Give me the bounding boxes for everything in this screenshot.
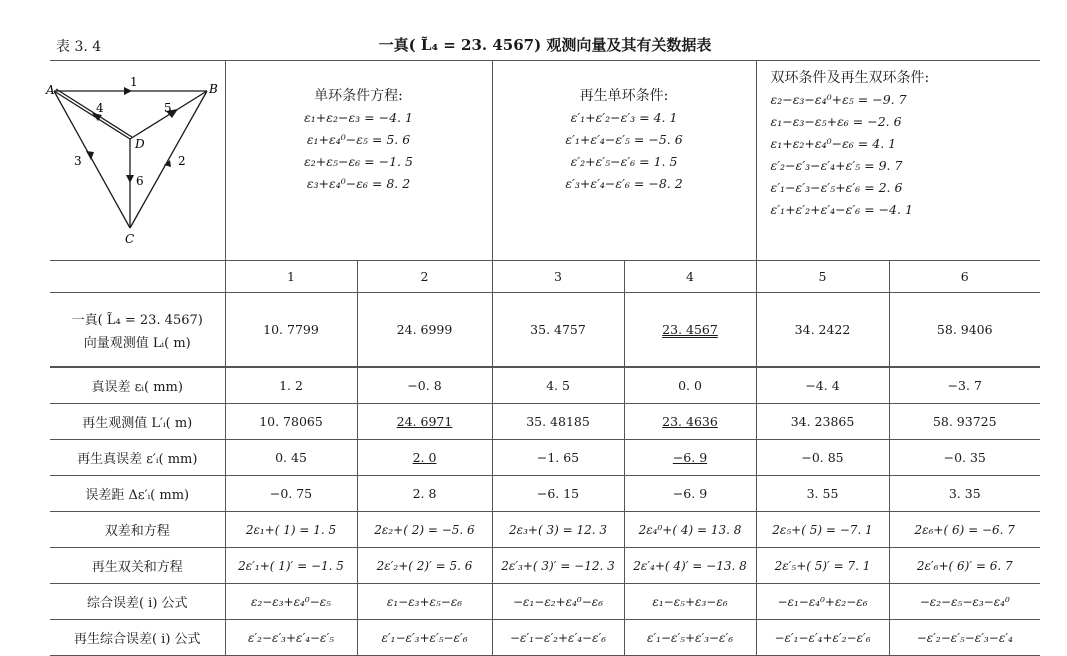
table-cell [756, 293, 889, 367]
cell-value: 2. 8 [412, 486, 437, 501]
table-cell [889, 293, 1040, 367]
table-cell [492, 512, 624, 548]
cell-value: 2ε′₄+( 4)′ = −13. 8 [633, 559, 747, 573]
edge-label-5: 5 [164, 101, 172, 115]
table-cell [225, 548, 357, 584]
table-cell [225, 620, 357, 656]
double-loop-conditions [756, 61, 1040, 261]
table-cell [889, 368, 1040, 404]
row-label: 真误差 εᵢ( mm) [50, 368, 225, 404]
table-cell [889, 584, 1040, 620]
table-row [50, 440, 1040, 476]
table-caption [50, 32, 1040, 60]
column-header: 1 [225, 261, 357, 293]
document-page [46, 32, 1040, 656]
cell-value: 2ε₄⁰+( 4) = 13. 8 [638, 523, 742, 537]
cell-value: 23. 4567 [662, 322, 718, 337]
cell-value: −0. 8 [407, 378, 442, 393]
network-diagram-cell [46, 61, 225, 261]
equation: ε₁−ε₃−ε₅+ε₆ = −2. 6 [770, 114, 902, 129]
table-cell [624, 476, 756, 512]
equation: ε′₁+ε′₄−ε′₅ = −5. 6 [565, 132, 683, 147]
table-cell [225, 440, 357, 476]
regenerated-single-loop [492, 61, 756, 261]
table-cell [889, 548, 1040, 584]
equation: ε′₁−ε′₃−ε′₅+ε′₆ = 2. 6 [770, 180, 903, 195]
data-table-body [50, 367, 1040, 656]
cell-value: 24. 6971 [396, 414, 453, 429]
equation: ε′₃+ε′₄−ε′₆ = −8. 2 [565, 176, 683, 191]
cell-value: 10. 7799 [263, 322, 319, 337]
table-number: 表 3. 4 [56, 39, 102, 55]
table-cell [225, 368, 357, 404]
cell-value: 1. 2 [279, 378, 303, 393]
cell-value: 3. 55 [806, 486, 839, 501]
edge-label-4: 4 [96, 101, 104, 115]
equation: ε′₂+ε′₅−ε′₆ = 1. 5 [570, 154, 678, 169]
table-cell [225, 476, 357, 512]
table-cell [492, 293, 624, 367]
table-row [50, 476, 1040, 512]
table-row [50, 293, 1040, 367]
node-label-c: C [125, 232, 135, 246]
table-cell [756, 368, 889, 404]
node-label-a: A [46, 83, 55, 97]
table-cell [225, 512, 357, 548]
table-row [50, 368, 1040, 404]
cell-value: ε₂−ε₃+ε₄⁰−ε₅ [251, 595, 331, 609]
row-label: 再生真误差 ε′ᵢ( mm) [50, 440, 225, 476]
cell-value: −ε′₁−ε′₂+ε′₄−ε′₆ [509, 631, 607, 645]
cell-value: 58. 93725 [932, 414, 997, 429]
cell-value: 2ε′₆+( 6)′ = 6. 7 [916, 559, 1013, 573]
table-cell [225, 404, 357, 440]
table-cell [756, 404, 889, 440]
cell-value: −6. 15 [536, 486, 580, 501]
cell-value: 34. 2422 [794, 322, 851, 337]
cell-value: ε₁−ε₅+ε₃−ε₆ [652, 595, 728, 609]
equation: ε₂+ε₅−ε₆ = −1. 5 [304, 154, 413, 169]
cell-value: 23. 4636 [662, 414, 718, 429]
table-row [50, 584, 1040, 620]
table-cell [492, 620, 624, 656]
table-cell [357, 440, 492, 476]
table-cell [492, 440, 624, 476]
table-cell [357, 368, 492, 404]
column-header-row [50, 261, 1040, 293]
cell-value: 0. 0 [678, 378, 702, 393]
table-cell [357, 512, 492, 548]
cell-value: 35. 48185 [526, 414, 590, 429]
table-cell [225, 584, 357, 620]
table-cell [624, 584, 756, 620]
table-cell [624, 368, 756, 404]
cell-value: 0. 45 [275, 450, 307, 465]
node-label-b: B [209, 82, 218, 96]
cell-value: −1. 65 [536, 450, 580, 465]
edge-label-1: 1 [130, 75, 138, 89]
cell-value: −0. 85 [801, 450, 844, 465]
cell-value: 24. 6999 [396, 322, 453, 337]
table-cell [357, 293, 492, 367]
cell-value: 2ε₁+( 1) = 1. 5 [245, 523, 337, 537]
cell-value: 2ε′₂+( 2)′ = 5. 6 [376, 559, 473, 573]
column-header: 4 [624, 261, 756, 293]
table-cell [624, 404, 756, 440]
corner-cell [50, 261, 225, 293]
cell-value: 34. 23865 [790, 414, 855, 429]
table-cell [357, 476, 492, 512]
table-row [50, 548, 1040, 584]
equation: ε₁+ε₄⁰−ε₅ = 5. 6 [306, 132, 411, 147]
table-cell [492, 548, 624, 584]
column-header: 6 [889, 261, 1040, 293]
row-label: 误差距 Δε′ᵢ( mm) [50, 476, 225, 512]
cell-value: ε₁−ε₃+ε₅−ε₆ [386, 595, 463, 609]
row-label: 再生综合误差( i) 公式 [50, 620, 225, 656]
row-label [50, 293, 225, 367]
cell-value: ε′₂−ε′₃+ε′₄−ε′₅ [247, 631, 335, 645]
cell-value: ε′₁−ε′₃+ε′₅−ε′₆ [381, 631, 468, 645]
table-cell [756, 512, 889, 548]
table-cell [624, 512, 756, 548]
table-row [50, 620, 1040, 656]
equation: ε′₁+ε′₂+ε′₄−ε′₆ = −4. 1 [770, 202, 913, 217]
cell-value: 35. 4757 [530, 322, 586, 337]
table-cell [624, 620, 756, 656]
cell-value: 2. 0 [412, 450, 437, 465]
node-label-d: D [135, 137, 145, 151]
table-cell [624, 440, 756, 476]
table-row [50, 404, 1040, 440]
cell-value: 2ε₅+( 5) = −7. 1 [772, 523, 873, 537]
cell-value: −ε′₁−ε′₄+ε′₂−ε′₆ [774, 631, 871, 645]
cell-value: 2ε′₁+( 1)′ = −1. 5 [238, 559, 344, 573]
table-cell [492, 404, 624, 440]
cell-value: ε′₁−ε′₅+ε′₃−ε′₆ [646, 631, 734, 645]
data-table [46, 60, 1040, 367]
edge-label-6: 6 [136, 174, 144, 188]
row-label-line: 向量观测值 Lᵢ( m) [83, 335, 191, 351]
table-row [50, 512, 1040, 548]
table-cell [357, 548, 492, 584]
edge-label-2: 2 [178, 154, 186, 168]
table-cell [357, 584, 492, 620]
network-diagram [46, 61, 225, 257]
table-cell [756, 476, 889, 512]
cell-value: −0. 35 [943, 450, 986, 465]
regenerated-single-loop-title: 再生单环条件: [579, 88, 669, 104]
cell-value: −ε₁−ε₄⁰+ε₂−ε₆ [777, 595, 868, 609]
column-header: 3 [492, 261, 624, 293]
table-cell [624, 548, 756, 584]
table-cell [756, 440, 889, 476]
cell-value: 10. 78065 [259, 414, 323, 429]
cell-value: −6. 9 [672, 486, 708, 501]
cell-value: 3. 35 [948, 486, 981, 501]
table-cell [756, 620, 889, 656]
equation: ε₁+ε₂+ε₄⁰−ε₆ = 4. 1 [770, 136, 897, 151]
cell-value: 2ε₆+( 6) = −6. 7 [914, 523, 1015, 537]
row-label-line: 一真( L̃₄ = 23. 4567) [71, 312, 203, 328]
cell-value: 58. 9406 [936, 322, 993, 337]
table-cell [889, 440, 1040, 476]
cell-value: −ε₁−ε₂+ε₄⁰−ε₆ [512, 595, 604, 609]
cell-value: −3. 7 [947, 378, 982, 393]
table-cell [492, 584, 624, 620]
equation: ε′₁+ε′₂−ε′₃ = 4. 1 [570, 110, 678, 125]
table-cell [756, 584, 889, 620]
cell-value: −ε′₂−ε′₅−ε′₃−ε′₄ [916, 631, 1013, 645]
table-cell [357, 620, 492, 656]
equation: ε′₂−ε′₃−ε′₄+ε′₅ = 9. 7 [770, 158, 903, 173]
cell-value: −ε₂−ε₅−ε₃−ε₄⁰ [919, 595, 1010, 609]
equation: ε₃+ε₄⁰−ε₆ = 8. 2 [306, 176, 411, 191]
column-header: 2 [357, 261, 492, 293]
row-label: 双差和方程 [50, 512, 225, 548]
table-title: 一真( L̃₄ = 23. 4567) 观测向量及其有关数据表 [378, 36, 712, 54]
table-cell [756, 548, 889, 584]
table-cell [225, 293, 357, 367]
table-cell [889, 404, 1040, 440]
cell-value: −4. 4 [805, 378, 840, 393]
cell-value: 2ε′₃+( 3)′ = −12. 3 [501, 559, 615, 573]
double-loop-title: 双环条件及再生双环条件: [770, 70, 930, 86]
cell-value: 2ε₃+( 3) = 12. 3 [509, 523, 607, 537]
column-header: 5 [756, 261, 889, 293]
cell-value: 4. 5 [546, 378, 570, 393]
row-label: 再生双关和方程 [50, 548, 225, 584]
cell-value: −6. 9 [672, 450, 708, 465]
single-loop-equations [225, 61, 492, 261]
cell-value: −0. 75 [269, 486, 313, 501]
cell-value: 2ε′₅+( 5)′ = 7. 1 [774, 559, 871, 573]
cell-value: 2ε₂+( 2) = −5. 6 [374, 523, 475, 537]
header-block-row [50, 61, 1040, 261]
table-cell [889, 620, 1040, 656]
table-cell [492, 476, 624, 512]
table-cell [889, 512, 1040, 548]
edge-label-3: 3 [74, 154, 82, 168]
row-label: 再生观测值 L′ᵢ( m) [50, 404, 225, 440]
single-loop-title: 单环条件方程: [314, 88, 403, 104]
table-cell [889, 476, 1040, 512]
table-cell [624, 293, 756, 367]
table-cell [357, 404, 492, 440]
row-label: 综合误差( i) 公式 [50, 584, 225, 620]
table-cell [492, 368, 624, 404]
equation: ε₂−ε₃−ε₄⁰+ε₅ = −9. 7 [770, 92, 907, 107]
equation: ε₁+ε₂−ε₃ = −4. 1 [304, 110, 413, 125]
